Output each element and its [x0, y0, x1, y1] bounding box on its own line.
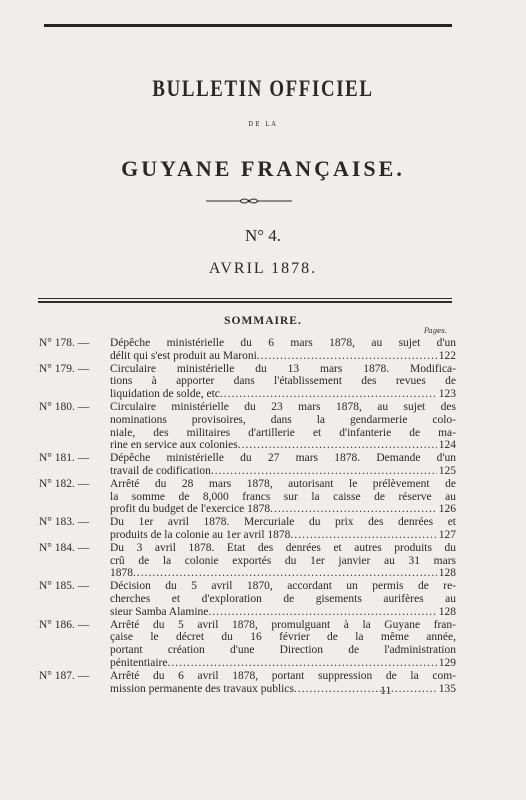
issue-number: N° 4. [244, 226, 282, 245]
title-bulletin-officiel: BULLETIN OFFICIEL [152, 76, 374, 101]
entry-page-number: 127 [438, 528, 456, 541]
entry-text [110, 452, 456, 478]
leader-dots [211, 465, 437, 478]
entry-line [110, 657, 456, 670]
entry-line: Du 3 avril 1878. État des denrées et autres produits du [110, 541, 456, 554]
leader-dots [133, 567, 437, 580]
entry-text [110, 670, 456, 696]
sommaire-heading: SOMMAIRE. [224, 315, 302, 327]
title-guyane-francaise: GUYANE FRANÇAISE. [121, 156, 405, 181]
entry-page-number: 122 [438, 349, 456, 362]
leader-dots [167, 657, 436, 670]
entry-line [110, 439, 456, 452]
entry-line: Décision du 5 avril 1870, accordant un permis de re- [110, 580, 456, 593]
entry-line-text: travail de codification [110, 464, 211, 477]
entry-number: N° 182. — [39, 477, 90, 490]
entry-line: Circulaire ministérielle du 13 mars 1878. Modifica- [110, 362, 456, 375]
entry-page-number: 125 [438, 464, 456, 477]
entry-line: Dépêche ministérielle du 27 mars 1878. Demande d'un [110, 452, 456, 465]
sommaire-entry [0, 478, 526, 516]
entry-number: N° 186. — [39, 618, 90, 631]
entry-number: N° 187. — [39, 669, 90, 682]
entry-line [110, 529, 456, 542]
entry-number: N° 185. — [39, 580, 90, 593]
entry-page-number: 135 [438, 682, 456, 695]
sommaire-entry [0, 670, 526, 696]
leader-dots [208, 606, 436, 619]
entry-line: çaise le décret du 16 février de la même année, [110, 631, 456, 644]
entry-line-text: profit du budget de l'exercice 1878 [110, 503, 271, 516]
issue-date: AVRIL 1878. [208, 260, 318, 277]
entry-line [110, 567, 456, 580]
entry-page-number: 126 [438, 503, 456, 516]
top-rule [44, 24, 452, 27]
entry-line-text: 1878 [110, 567, 133, 580]
entry-line: portant création d'une Direction de l'administration [110, 644, 456, 657]
entry-line: tions à apporter dans l'établissement des revues de [110, 375, 456, 388]
ornament-divider [204, 196, 294, 206]
entry-page-number: 128 [438, 567, 456, 580]
sommaire-entry [0, 580, 526, 618]
entry-line: niale, des militaires d'artillerie et d'infanterie de ma- [110, 426, 456, 439]
entry-page-number: 123 [438, 388, 456, 401]
sommaire-entry [0, 337, 526, 363]
entry-line [110, 465, 456, 478]
pages-column-label: Pages. [424, 327, 448, 335]
entry-line-text: mission permanente des travaux publics [110, 682, 294, 695]
entry-number: N° 178. — [39, 337, 90, 349]
entry-line: nominations provisoires, dans la gendarmerie colo- [110, 413, 456, 426]
entry-line [110, 388, 456, 401]
sommaire-entry [0, 401, 526, 452]
sommaire-entry [0, 363, 526, 401]
entry-text [110, 580, 456, 618]
entry-line [110, 503, 456, 516]
entry-page-number: 128 [438, 605, 456, 618]
entry-line: Circulaire ministérielle du 23 mars 1878, au sujet des [110, 400, 456, 413]
signature-mark: 11 [380, 683, 392, 697]
entry-number: N° 179. — [39, 362, 90, 375]
entry-line-text: pénitentiaire [110, 656, 168, 669]
leader-dots [238, 439, 437, 452]
leader-dots [290, 529, 436, 542]
sommaire-entry [0, 452, 526, 478]
entry-line: crû de la colonie exportés du 1er janvier au 31 mars [110, 554, 456, 567]
entry-text [110, 363, 456, 401]
leader-dots [294, 683, 437, 696]
entry-line [110, 350, 456, 363]
title-de-la: DE LA [248, 121, 278, 128]
entry-line-text: produits de la colonie au 1er avril 1878 [110, 528, 291, 541]
entry-number: N° 184. — [39, 541, 90, 554]
entry-line-text: délit qui s'est produit au Maroni [110, 349, 257, 362]
entry-number: N° 180. — [39, 400, 90, 413]
entry-page-number: 129 [438, 656, 456, 669]
entry-line: Arrêté du 28 mars 1878, autorisant le prélèvement de [110, 477, 456, 490]
leader-dots [270, 503, 437, 516]
entry-page-number: 124 [438, 439, 456, 452]
sommaire-entry [0, 542, 526, 580]
entry-text [110, 516, 456, 542]
section-rule-thin [38, 298, 452, 299]
entry-text [110, 401, 456, 452]
entry-number: N° 183. — [39, 516, 90, 529]
sommaire-entry [0, 516, 526, 542]
leader-dots [220, 388, 437, 401]
section-rule-thick [38, 301, 452, 303]
entry-text [110, 478, 456, 516]
entry-line: Dépêche ministérielle du 6 mars 1878, au sujet d'un [110, 337, 456, 349]
entry-line-text: sieur Samba Alamine [110, 605, 209, 618]
entry-line: Arrêté du 6 avril 1878, portant suppression de la com- [110, 669, 456, 682]
leader-dots [257, 350, 437, 363]
entry-line [110, 606, 456, 619]
entry-number: N° 181. — [39, 452, 90, 465]
sommaire-entries [0, 337, 526, 695]
entry-line: la somme de 8,000 francs sur la caisse de réserve au [110, 490, 456, 503]
entry-text [110, 337, 456, 363]
entry-line: cherches et d'exploration de gisements aurifères au [110, 592, 456, 605]
entry-text [110, 542, 456, 580]
entry-line [110, 683, 456, 696]
entry-line-text: liquidation de solde, etc [110, 388, 220, 401]
entry-line: Arrêté du 5 avril 1878, promulguant à la Guyane fran- [110, 618, 456, 631]
sommaire-entry [0, 619, 526, 670]
entry-line-text: rine en service aux colonies [110, 439, 238, 452]
entry-line: Du 1er avril 1878. Mercuriale du prix des denrées et [110, 516, 456, 529]
entry-text [110, 619, 456, 670]
